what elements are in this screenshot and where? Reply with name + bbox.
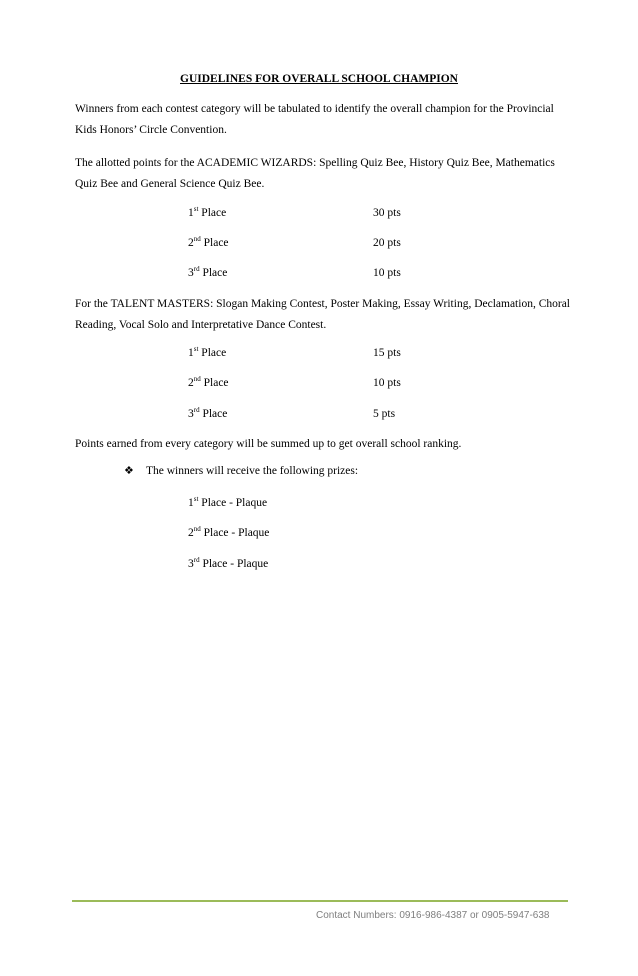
points-value: 20 pts <box>373 237 401 249</box>
place-label: 1st Place <box>188 205 227 219</box>
place-label: 1st Place <box>188 345 227 359</box>
prizes-heading: ❖ The winners will receive the following prizes: <box>124 464 359 477</box>
talent-intro-paragraph: For the TALENT MASTERS: Slogan Making Contest, Poster Making, Essay Writing, Declamation, Choral Reading, Vocal Solo and Interpretative Dance Contest. <box>75 298 570 331</box>
points-value: 10 pts <box>373 377 401 389</box>
prize-item: 1st Place - Plaque <box>188 495 268 509</box>
talent-points-row <box>188 408 508 424</box>
footer-contact: Contact Numbers: 0916-986-4387 or 0905-5947-638 <box>316 910 550 921</box>
points-value: 5 pts <box>373 408 396 420</box>
academic-points-row <box>188 207 508 223</box>
place-label: 2nd Place <box>188 375 229 389</box>
summary-paragraph: Points earned from every category will be summed up to get overall school ranking. <box>75 438 462 450</box>
diamond-bullet-icon: ❖ <box>124 464 134 477</box>
footer-divider <box>72 900 568 902</box>
prize-item: 2nd Place - Plaque <box>188 525 270 539</box>
talent-points-row <box>188 347 508 363</box>
points-value: 30 pts <box>373 207 401 219</box>
place-label: 3rd Place <box>188 406 228 420</box>
page-title: GUIDELINES FOR OVERALL SCHOOL CHAMPION <box>180 73 458 85</box>
place-label: 3rd Place <box>188 265 228 279</box>
academic-intro-paragraph: The allotted points for the ACADEMIC WIZARDS: Spelling Quiz Bee, History Quiz Bee, Mathematics Quiz Bee and General Science Quiz Bee. <box>75 157 555 190</box>
prize-item: 3rd Place - Plaque <box>188 556 269 570</box>
points-value: 15 pts <box>373 347 401 359</box>
points-value: 10 pts <box>373 267 401 279</box>
place-label: 2nd Place <box>188 235 229 249</box>
academic-points-row <box>188 267 508 283</box>
academic-points-row <box>188 237 508 253</box>
intro-paragraph: Winners from each contest category will be tabulated to identify the overall champion for the Provincial Kids Honors’ Circle Convention. <box>75 103 554 136</box>
talent-points-row <box>188 377 508 393</box>
